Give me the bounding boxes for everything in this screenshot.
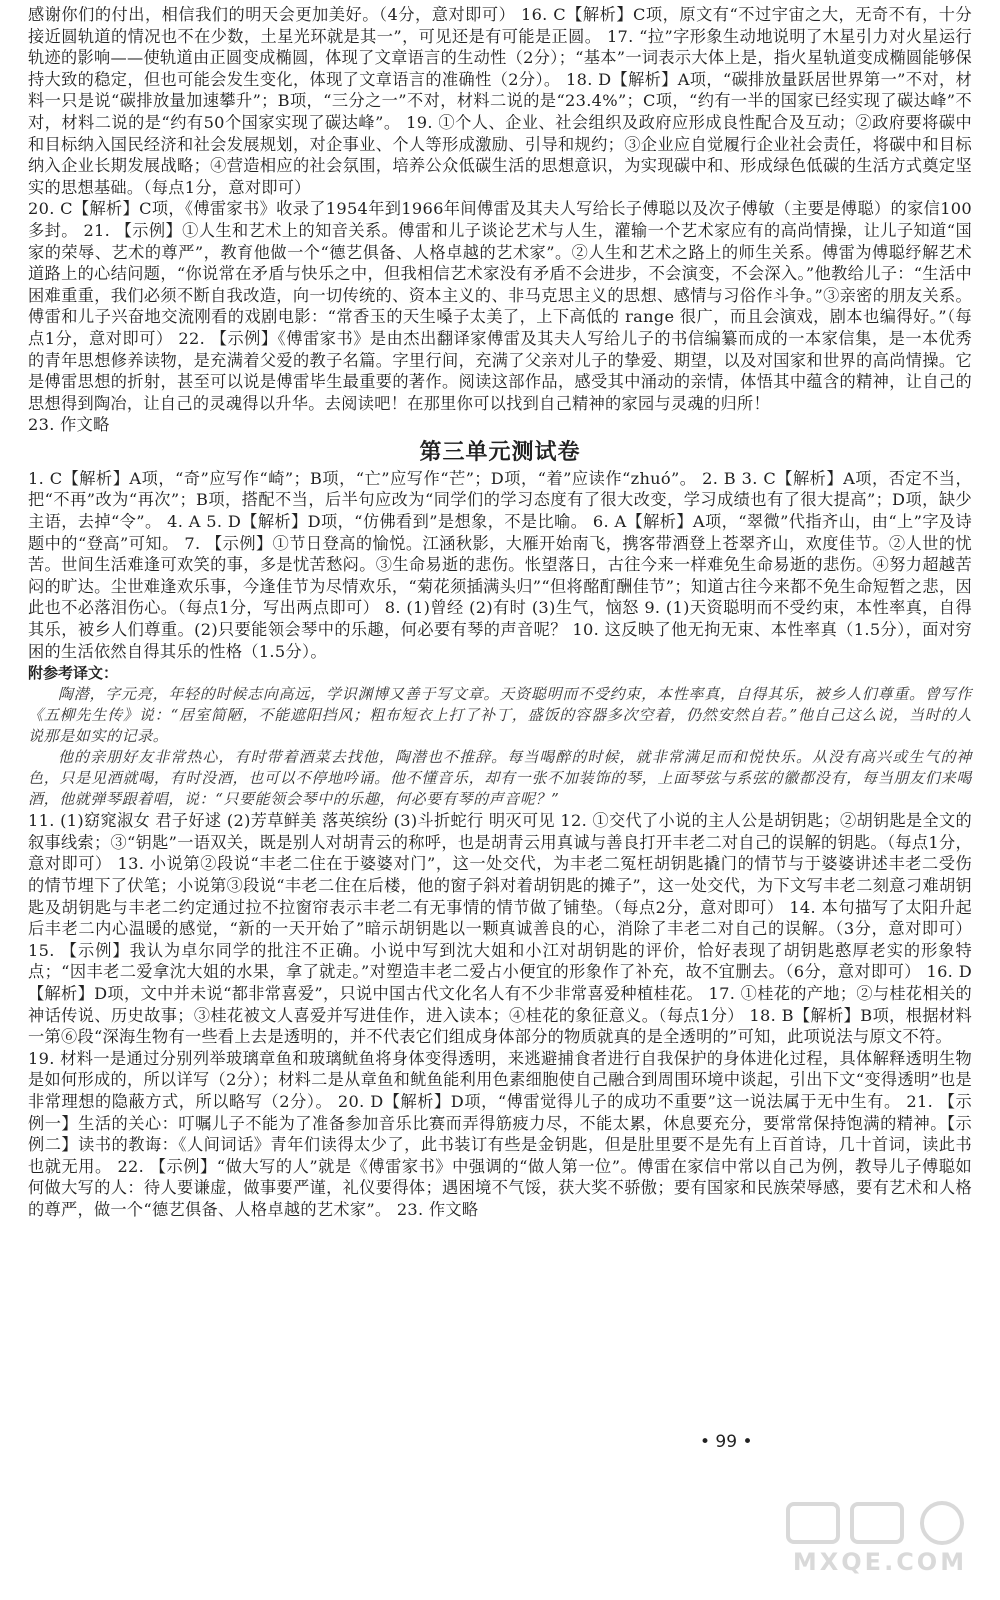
unit3-title: 第三单元测试卷 [419,439,581,465]
watermark-text: MXQE.COM [792,1548,968,1576]
reference-translation-p2: 他的亲朋好友非常热心，有时带着酒菜去找他，陶潜也不推辞。每当喝醉的时候，就非常满足而和悦快乐。从没有高兴或生气的神色，只是见酒就喝，有时没酒，也可以不停地吟诵。他不懂音乐，却有一张不加装饰的琴，上面琴弦与系弦的徽都没有，每当朋友们来喝酒，他就弹琴跟着唱，说：“只要能领会琴中的乐趣，何必要有琴的声音呢？” [28,748,972,809]
unit1-answers-part1: 感谢你们的付出，相信我们的明天会更加美好。（4分，意对即可） 16. C【解析】C项，原文有“不过宇宙之大，无奇不有，十分接近圆轨道的情况也不在少数，土星光环就是其一”，可见还是有可能是正圆。 17. “拉”字形象生动地说明了木星引力对火星运行轨迹的影响——使轨道由正圆变成椭圆，体现了文章语言的生动性（2分）；“基本”一词表示大体上是，指火星轨道变成椭圆能够保持大致的稳定，但也可能会发生变化，体现了文章语言的准确性（2分）。 18. D【解析】A项，“碳排放量跃居世界第一”不对，材料一只是说“碳排放量加速攀升”；B项，“三分之一”不对，材料二说的是“23.4%”；C项，“约有一半的国家已经实现了碳达峰”不对，材料二说的是“约有50个国家实现了碳达峰”。 19. ①个人、企业、社会组织及政府应形成良性配合及互动；②政府要将碳中和目标纳入国民经济和社会发展规划，对企事业、个人等形成激励、引导和规约；③企业应自觉履行企业社会责任，将碳中和目标纳入企业长期发展战略；④营造相应的社会氛围，培养公众低碳生活的思想意识，为实现碳中和、形成绿色低碳的生活方式奠定坚实的思想基础。（每点1分，意对即可） [28,5,972,197]
unit3-answers-part2: 11. (1)窈窕淑女 君子好逑 (2)芳草鲜美 落英缤纷 (3)斗折蛇行 明灭可见 12. ①交代了小说的主人公是胡钥匙；②胡钥匙是全文的叙事线索；③“钥匙”一语双关，既是别人对胡青云的称呼，也是胡青云用真诚与善良打开丰老二对自己的误解的钥匙。（每点1分，意对即可） 13. 小说第②段说“丰老二住在于婆婆对门”，这一处交代，为丰老二冤枉胡钥匙撬门的情节与于婆婆讲述丰老二受伤的情节埋下了伏笔；小说第③段说“丰老二住在后楼，他的窗子斜对着胡钥匙的摊子”，这一处交代，为下文写丰老二刻意刁难胡钥匙及胡钥匙与丰老二约定通过拉不拉窗帘表示丰老二有无事情的情节做了铺垫。（每点2分，意对即可） 14. 本句描写了太阳升起后丰老二内心温暖的感觉，“新的一天开始了”暗示胡钥匙以一颗真诚善良的心，消除了丰老二对自己的误解。（3分，意对即可） 15. 【示例】我认为卓尔同学的批注不正确。小说中写到沈大姐和小江对胡钥匙的评价，恰好表现了胡钥匙憨厚老实的形象特点；“因丰老二爱拿沈大姐的水果，拿了就走。”对塑造丰老二爱占小便宜的形象作了补充，故不宜删去。（6分，意对即可） 16. D【解析】D项，文中并未说“都非常喜爱”，只说中国古代文化名人有不少非常喜爱种植桂花。 17. ①桂花的产地；②与桂花相关的神话传说、历史故事；③桂花被文人喜爱并写进佳作，进入读本；④桂花的象征意义。（每点1分） 18. B【解析】B项，根据材料一第⑥段“深海生物有一些看上去是透明的，并不代表它们组成身体部分的物质就真的是全透明的”可知，此项说法与原文不符。 [28,811,972,1047]
watermark-icon [780,1498,980,1548]
answer-page [28,4,972,1221]
unit1-essay: 23. 作文略 [28,415,110,435]
unit3-answers-part1: 1. C【解析】A项，“奇”应写作“崎”；B项，“亡”应写作“芒”；D项，“着”应读作“zhuó”。 2. B 3. C【解析】A项，否定不当，把“不再”改为“再次”；B项，搭配不当，后半句应改为“同学们的学习态度有了很大改变，学习成绩也有了很大提高”；D项，缺少主语，去掉“令”。 4. A 5. D【解析】D项，“仿佛看到”是想象，不是比喻。 6. A【解析】A项，“翠微”代指齐山，由“上”字及诗题中的“登高”可知。 7. 【示例】①节日登高的愉悦。江涵秋影，大雁开始南飞，携客带酒登上苍翠齐山，欢度佳节。②人世的忧苦。世间生活难逢可欢笑的事，多是忧苦愁闷。③生命易逝的悲伤。怅望落日，古往今来一样难免生命易逝的悲伤。④努力超越苦闷的旷达。尘世难逢欢乐事，今逢佳节为尽情欢乐，“菊花须插满头归”“但将酩酊酬佳节”；知道古往今来都不免生命短暂之悲，因此也不必落泪伤心。（每点1分，写出两点即可） 8. (1)曾经 (2)有时 (3)生气，恼怒 9. (1)天资聪明而不受约束，本性率真，自得其乐，被乡人们尊重。(2)只要能领会琴中的乐趣，何必要有琴的声音呢？ 10. 这反映了他无拘无束、本性率真（1.5分），面对穷困的生活依然自得其乐的性格（1.5分）。 [28,468,972,661]
reference-translation-p1: 陶潜，字元亮，年轻的时候志向高远，学识渊博又善于写文章。天资聪明而不受约束，本性率真，自得其乐，被乡人们尊重。曾写作《五柳先生传》说：“居室简陋，不能遮阳挡风；粗布短衣上打了补丁，盛饭的容器多次空着，仍然安然自若。”他自己这么说，当时的人说那是如实的记录。 [28,685,972,746]
page-number: • 99 • [700,1432,753,1452]
watermark-logo [780,1498,980,1576]
unit1-answers-part2: 20. C【解析】C项，《傅雷家书》收录了1954年到1966年间傅雷及其夫人写给长子傅聪以及次子傅敏（主要是傅聪）的家信100多封。 21. 【示例】①人生和艺术上的知音关系。傅雷和儿子谈论艺术与人生，灌输一个艺术家应有的高尚情操，让儿子知道“国家的荣辱、艺术的尊严”，教育他做一个“德艺俱备、人格卓越的艺术家”。②人生和艺术之路上的师生关系。傅雷为傅聪纾解艺术道路上的心结问题，“你说常在矛盾与快乐之中，但我相信艺术家没有矛盾不会进步，不会演变，不会深入。”他教给儿子：“生活中困难重重，我们必须不断自我改造，向一切传统的、资本主义的、非马克思主义的思想、感情与习俗作斗争。”③亲密的朋友关系。傅雷和儿子兴奋地交流刚看的戏剧电影：“常香玉的天生嗓子太美了，上下高低的 range 很广，而且会演戏，剧本也编得好。”（每点1分，意对即可） 22. 【示例】《傅雷家书》是由杰出翻译家傅雷及其夫人写给儿子的书信编纂而成的一本家信集，是一本优秀的青年思想修养读物，是充满着父爱的教子名篇。字里行间，充满了父亲对儿子的挚爱、期望，以及对国家和世界的高尚情操。它是傅雷思想的折射，甚至可以说是傅雷毕生最重要的著作。阅读这部作品，感受其中涌动的亲情，体悟其中蕴含的精神，让自己的思想得到陶冶，让自己的灵魂得以升华。去阅读吧！在那里你可以找到自己精神的家园与灵魂的归所！ [28,199,972,413]
unit3-answers-part3: 19. 材料一是通过分别列举玻璃章鱼和玻璃鱿鱼将身体变得透明，来逃避捕食者进行自我保护的身体进化过程，具体解释透明生物是如何形成的，所以详写（2分）；材料二是从章鱼和鱿鱼能利用色素细胞使自己融合到周围环境中谈起，引出下文“变得透明”也是非常理想的隐蔽方式，所以略写（2分）。 20. D【解析】D项，“傅雷觉得儿子的成功不重要”这一说法属于无中生有。 21. 【示例一】生活的关心：叮嘱儿子不能为了准备参加音乐比赛而弄得筋疲力尽，不能太累，休息要充分，要常常保持饱满的精神。【示例二】读书的教诲：《人间词话》青年们读得太少了，此书装订有些是金钥匙，但是肚里要不是先有上百首诗，几十首词，读此书也就无用。 22. 【示例】“做大写的人”就是《傅雷家书》中强调的“做人第一位”。傅雷在家信中常以自己为例，教导儿子傅聪如何做大写的人：待人要谦虚，做事要严谨，礼仪要得体；遇困境不气馁，获大奖不骄傲；要有国家和民族荣辱感，要有艺术和人格的尊严，做一个“德艺俱备、人格卓越的艺术家”。 23. 作文略 [28,1048,972,1219]
reference-translation-heading: 附参考译文： [28,664,119,683]
